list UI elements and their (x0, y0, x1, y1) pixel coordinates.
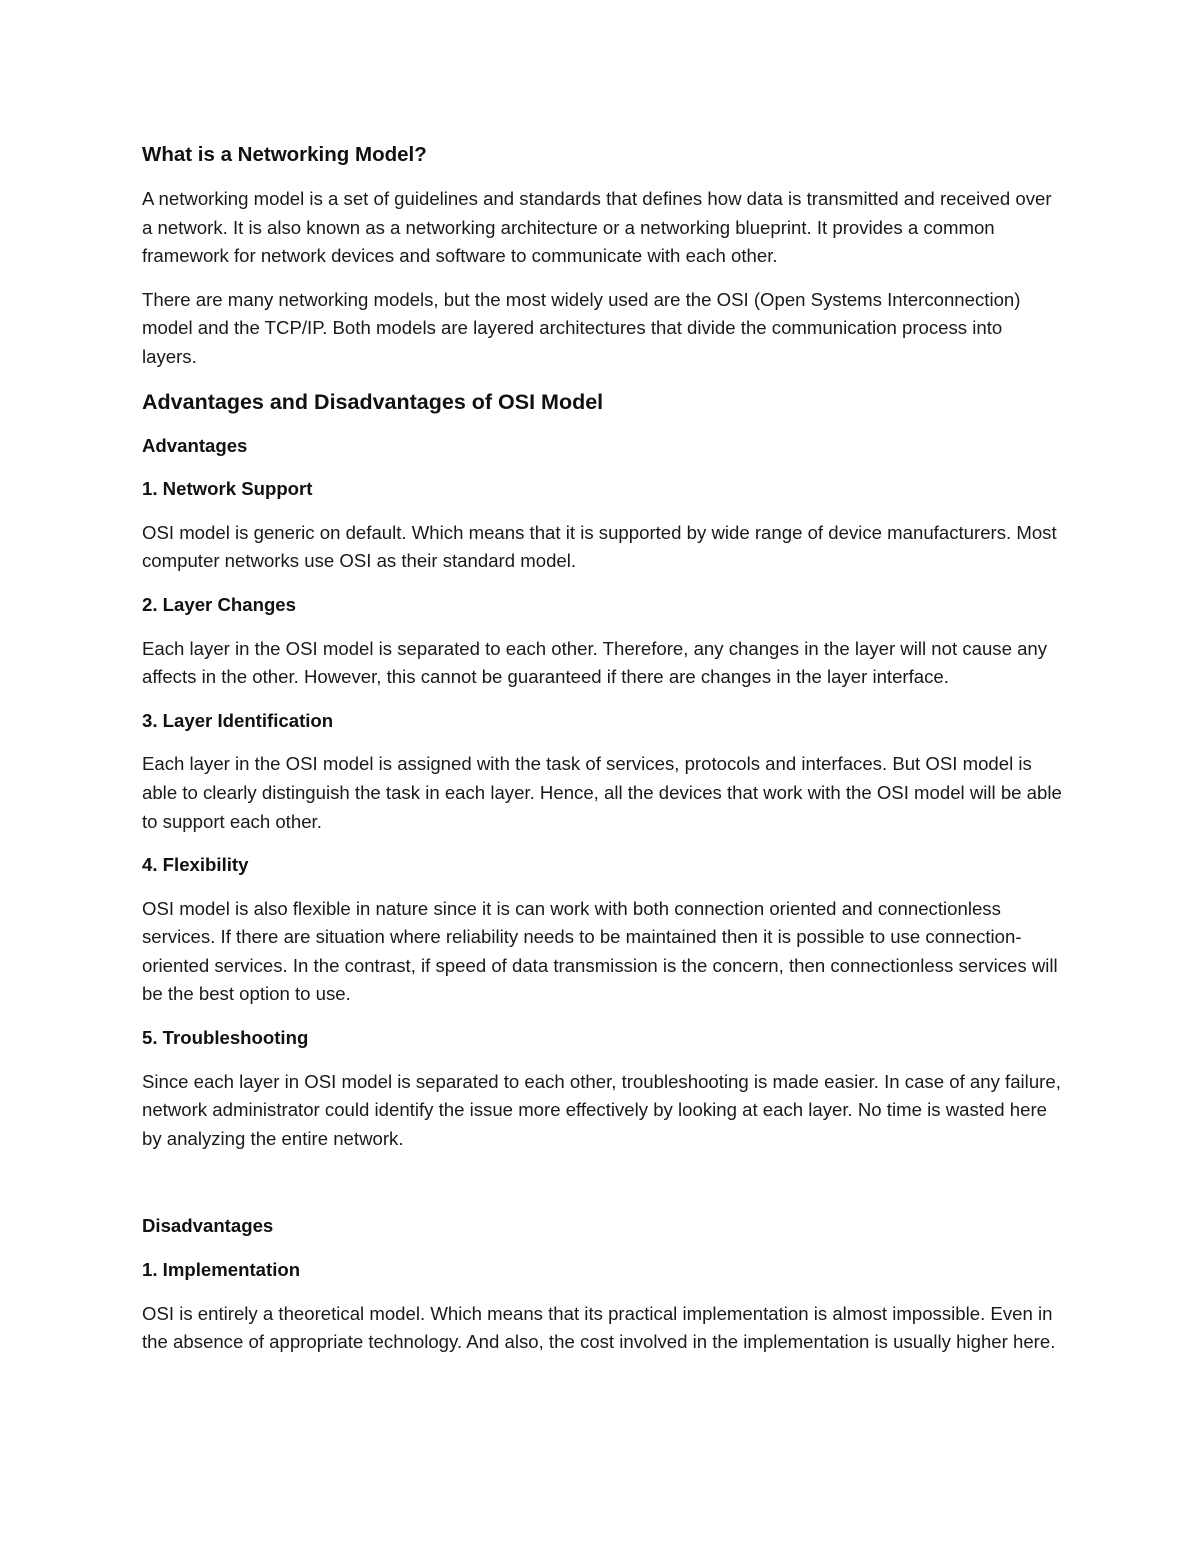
advantage-title-5: 5. Troubleshooting (142, 1027, 309, 1049)
advantage-text-4: OSI model is also flexible in nature since it is can work with both connection oriented and connectionless services. If there are situation where reliability needs to be maintained then it is possible to use connection-oriented services. In the contrast, if speed of data transmission is the concern, then connectionless services will be the best option to use. (142, 897, 1058, 1005)
disadvantage-title-1: 1. Implementation (142, 1259, 301, 1281)
advantage-title-3: 3. Layer Identification (142, 709, 334, 731)
document-body (142, 140, 1062, 1372)
disadvantages-heading: Disadvantages (142, 1215, 274, 1237)
disadvantage-text-1: OSI is entirely a theoretical model. Which means that its practical implementation is almost impossible. Even in the absence of appropriate technology. And also, the cost involved in the implementation is usually higher here. (142, 1302, 1056, 1353)
advantage-text-2: Each layer in the OSI model is separated to each other. Therefore, any changes in the layer will not cause any affects in the other. However, this cannot be guaranteed if there are changes in the layer interface. (142, 637, 1048, 688)
section-spacer (142, 1168, 1062, 1212)
advantage-text-5: Since each layer in OSI model is separated to each other, troubleshooting is made easier. In case of any failure, network administrator could identify the issue more effectively by looking at each layer. No time is wasted here by analyzing the entire network. (142, 1070, 1061, 1149)
page-title: What is a Networking Model? (142, 143, 427, 166)
advantage-text-3: Each layer in the OSI model is assigned with the task of services, protocols and interfaces. But OSI model is able to clearly distinguish the task in each layer. Hence, all the devices that work with the OSI model will be able to support each other. (142, 753, 1062, 832)
intro-paragraph-1: A networking model is a set of guidelines and standards that defines how data is transmitted and received over a network. It is also known as a networking architecture or a networking blueprint. It provides a common framework for network devices and software to communicate with each other. (142, 188, 1052, 267)
advantages-heading: Advantages (142, 434, 248, 456)
advantage-title-4: 4. Flexibility (142, 854, 249, 876)
advantage-title-2: 2. Layer Changes (142, 593, 296, 615)
section-heading: Advantages and Disadvantages of OSI Model (142, 389, 604, 414)
advantage-text-1: OSI model is generic on default. Which means that it is supported by wide range of device manufacturers. Most computer networks use OSI as their standard model. (142, 521, 1057, 572)
intro-paragraph-2: There are many networking models, but the most widely used are the OSI (Open Systems Interconnection) model and the TCP/IP. Both models are layered architectures that divide the communication process into layers. (142, 288, 1021, 367)
advantage-title-1: 1. Network Support (142, 478, 313, 500)
